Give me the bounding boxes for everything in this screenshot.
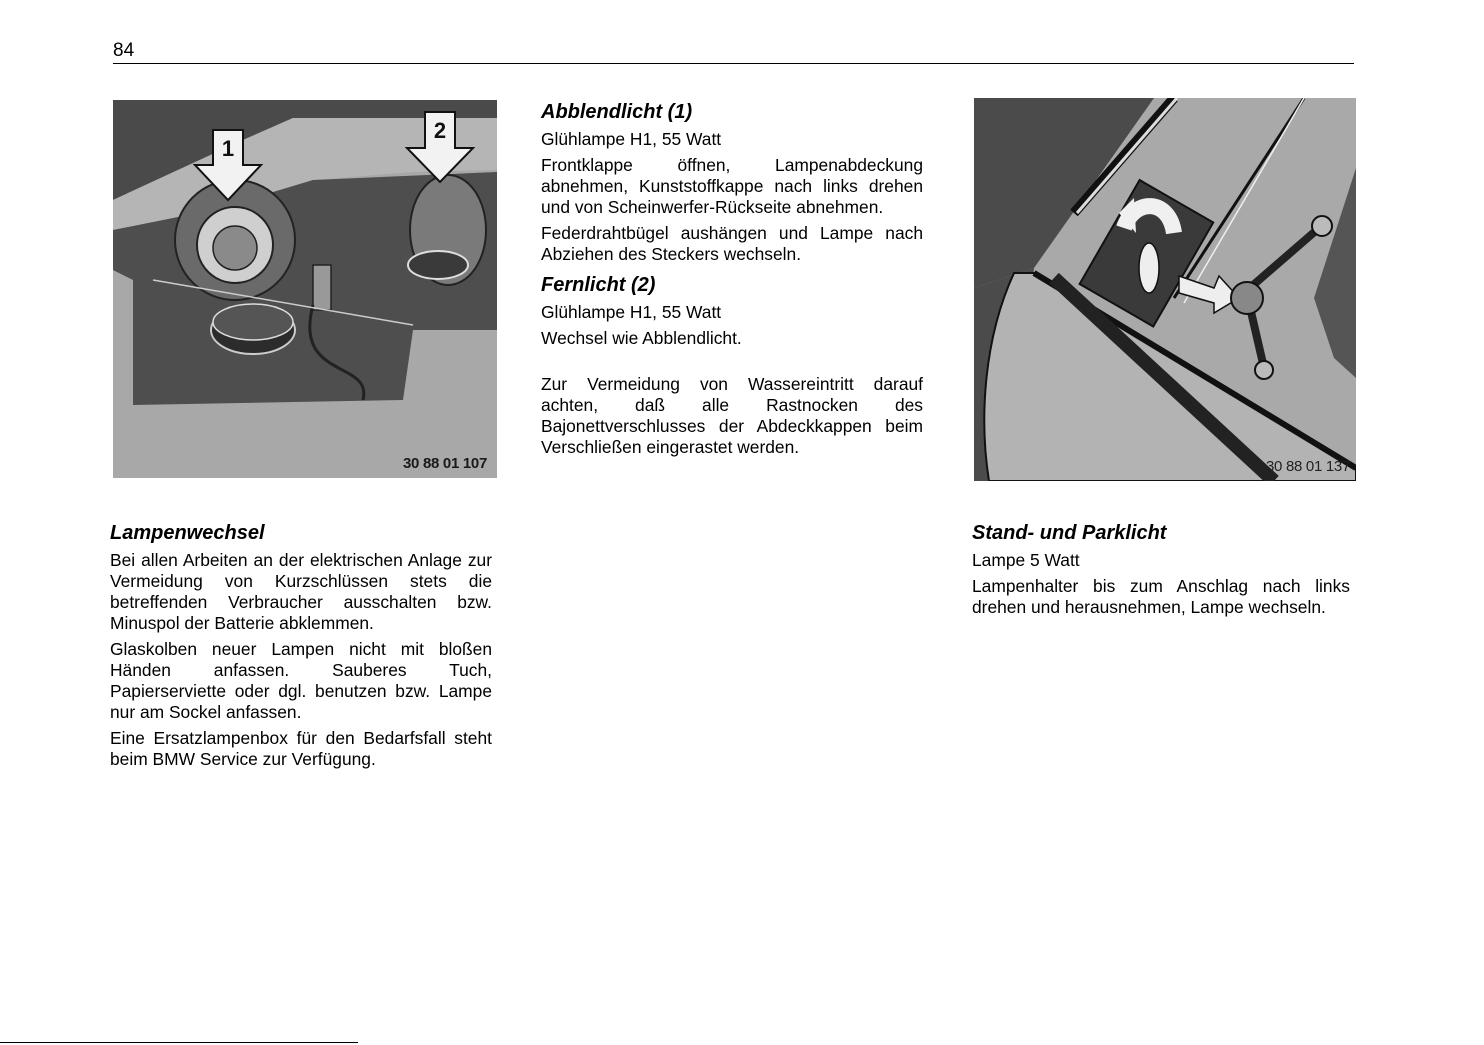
section-title-abblendlicht: Abblendlicht (1) (541, 101, 693, 123)
callout-2: 2 (433, 118, 447, 143)
right-column (972, 521, 1350, 623)
paragraph: Federdrahtbügel aushängen und Lampe nach Abziehen des Steckers wechseln. (541, 223, 923, 264)
header-rule (113, 63, 1354, 64)
note-paragraph: Zur Vermeidung von Wassereintritt darauf achten, daß alle Rastnocken des Bajonettverschlusses der Abdeckkappen beim Verschließen eingerastet werden. (541, 374, 923, 457)
callout-1: 1 (221, 136, 235, 161)
bulb-spec: Glühlampe H1, 55 Watt (541, 129, 722, 149)
left-column (110, 521, 492, 775)
figure-code: 30 88 01 107 (403, 455, 487, 472)
paragraph: Wechsel wie Abblendlicht. (541, 328, 742, 348)
paragraph: Lampenhalter bis zum Anschlag nach links drehen und herausnehmen, Lampe wechseln. (972, 576, 1350, 617)
bottom-rule (0, 1042, 358, 1043)
figure-headlight-bulbs (113, 100, 497, 478)
figure-code: 30 88 01 137 (1266, 458, 1350, 475)
paragraph: Glaskolben neuer Lampen nicht mit bloßen Händen anfassen. Sauberes Tuch, Papierserviette oder dgl. benutzen bzw. Lampe nur am Sockel anfassen. (110, 639, 492, 722)
page-number: 84 (113, 40, 135, 61)
figure-parking-light (974, 98, 1356, 481)
bulb-spec: Lampe 5 Watt (972, 550, 1080, 570)
paragraph: Eine Ersatzlampenbox für den Bedarfsfall steht beim BMW Service zur Verfügung. (110, 728, 492, 769)
headlight-illustration (113, 100, 497, 478)
middle-column (541, 100, 923, 463)
section-title-standlicht: Stand- und Parklicht (972, 522, 1167, 544)
bulb-spec: Glühlampe H1, 55 Watt (541, 302, 722, 322)
section-title-fernlicht: Fernlicht (2) (541, 274, 656, 296)
section-title-lampenwechsel: Lampenwechsel (110, 522, 265, 544)
paragraph: Bei allen Arbeiten an der elektrischen Anlage zur Vermeidung von Kurzschlüssen stets die betreffenden Verbraucher ausschalten bzw. Minuspol der Batterie abklemmen. (110, 550, 492, 633)
parking-light-illustration (974, 98, 1356, 481)
paragraph: Frontklappe öffnen, Lampenabdeckung abnehmen, Kunststoffkappe nach links drehen und von Scheinwerfer-Rückseite abnehmen. (541, 155, 923, 217)
